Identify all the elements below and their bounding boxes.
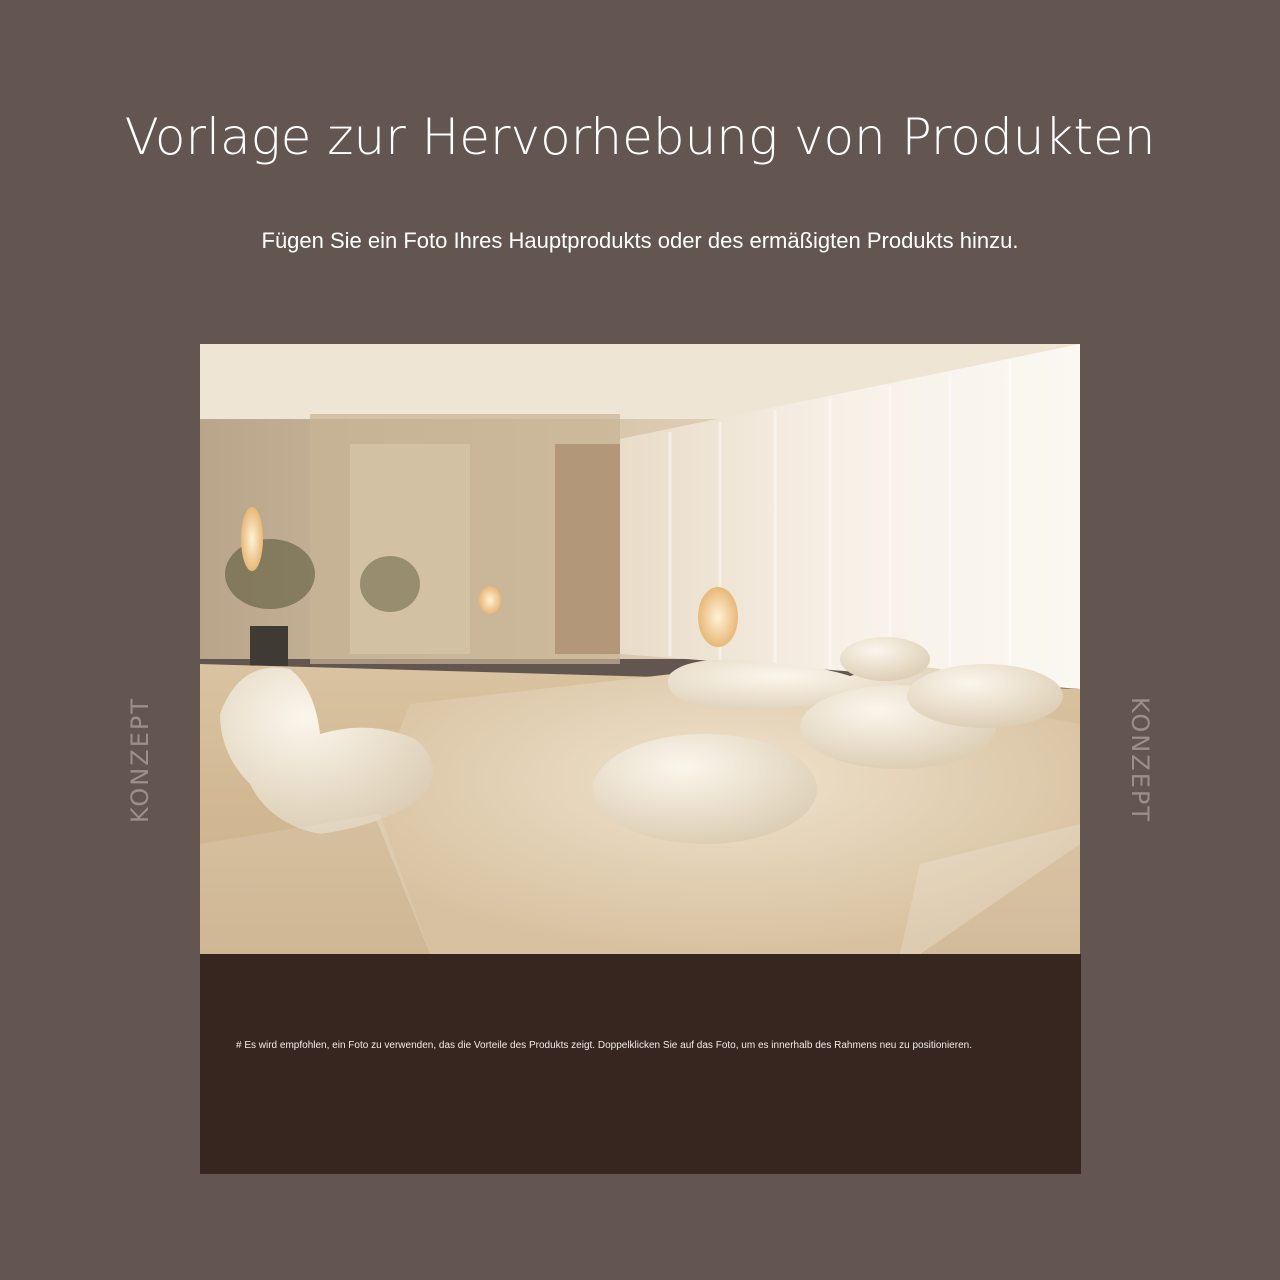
side-label-left: KONZEPT	[126, 696, 154, 824]
page-title: Vorlage zur Hervorhebung von Produkten	[124, 108, 1156, 166]
side-label-right: KONZEPT	[1126, 696, 1154, 824]
product-photo[interactable]	[200, 344, 1080, 954]
page-subtitle: Fügen Sie ein Foto Ihres Hauptprodukts oder des ermäßigten Produkts hinzu.	[261, 228, 1019, 253]
caption-text: # Es wird empfohlen, ein Foto zu verwenden, das die Vorteile des Produkts zeigt. Doppelklicken Sie auf das Foto, um es innerhalb des Rahmens neu zu positionieren.	[236, 1040, 972, 1051]
caption-panel	[200, 954, 1081, 1174]
